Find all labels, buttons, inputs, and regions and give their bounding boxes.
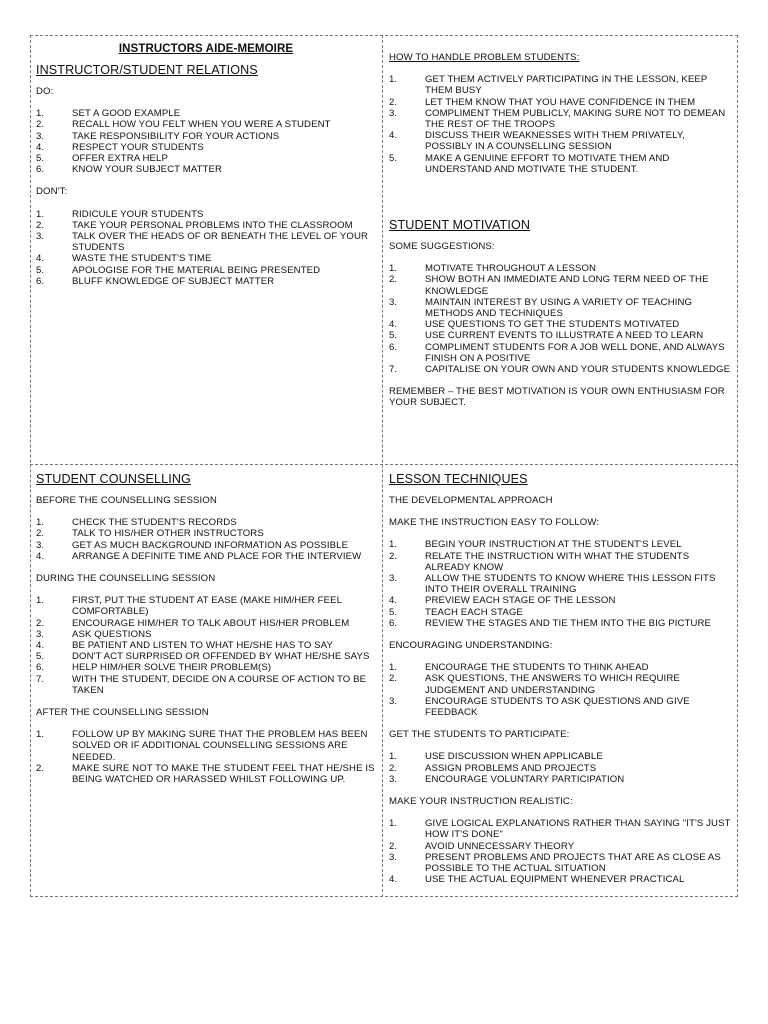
list-item-number: 2. <box>389 762 398 774</box>
list-item-number: 4. <box>36 550 45 562</box>
list-item-text: ENCOURAGE VOLUNTARY PARTICIPATION <box>425 773 625 785</box>
after-session-list <box>36 729 376 785</box>
list-item <box>389 108 731 130</box>
list-item-text: WITH THE STUDENT, DECIDE ON A COURSE OF ACTION TO BE TAKEN <box>72 673 367 696</box>
list-item-number: 1. <box>36 517 45 529</box>
list-item <box>36 662 376 673</box>
list-item-number: 3. <box>389 773 398 785</box>
list-item-text: ENCOURAGE THE STUDENTS TO THINK AHEAD <box>425 662 649 674</box>
participate-label: GET THE STUDENTS TO PARTICIPATE: <box>389 729 570 741</box>
list-item <box>389 297 731 319</box>
list-item-number: 3. <box>389 107 398 119</box>
list-item-text: BEGIN YOUR INSTRUCTION AT THE STUDENT'S LEVEL <box>425 539 682 551</box>
list-item-text: BLUFF KNOWLEDGE OF SUBJECT MATTER <box>72 275 275 287</box>
panel-lesson-techniques <box>389 472 731 896</box>
document-title: INSTRUCTORS AIDE-MEMOIRE <box>118 43 294 55</box>
list-item-number: 4. <box>389 595 398 607</box>
list-item-number: 1. <box>36 729 45 741</box>
list-item-text: GET THEM ACTIVELY PARTICIPATING IN THE LESSON, KEEP THEM BUSY <box>425 74 708 97</box>
list-item <box>389 539 731 550</box>
list-item-number: 4. <box>389 130 398 142</box>
list-item <box>389 263 731 274</box>
list-item <box>36 517 376 528</box>
easy-to-follow-list <box>389 539 731 629</box>
during-session-label: DURING THE COUNSELLING SESSION <box>36 573 216 585</box>
list-item-text: MAINTAIN INTEREST BY USING A VARIETY OF TEACHING METHODS AND TECHNIQUES <box>425 296 693 320</box>
list-item-text: RECALL HOW YOU FELT WHEN YOU WERE A STUDENT <box>72 119 331 131</box>
list-item <box>36 674 376 696</box>
list-item-number: 2. <box>36 762 45 774</box>
list-item <box>36 108 376 119</box>
list-item <box>389 595 731 606</box>
list-item <box>389 673 731 695</box>
list-item-text: MAKE A GENUINE EFFORT TO MOTIVATE THEM AND UNDERSTAND AND MOTIVATE THE STUDENT. <box>425 152 670 175</box>
techniques-heading: LESSON TECHNIQUES <box>389 472 528 486</box>
list-item-text: COMPLIMENT STUDENTS FOR A JOB WELL DONE, AND ALWAYS FINISH ON A POSITIVE <box>425 341 725 364</box>
list-item-text: SET A GOOD EXAMPLE <box>72 108 181 120</box>
list-item <box>389 696 731 718</box>
vertical-divider <box>382 35 383 897</box>
problem-students-heading: HOW TO HANDLE PROBLEM STUDENTS: <box>389 52 580 63</box>
list-item <box>36 164 376 175</box>
list-item <box>36 640 376 651</box>
realistic-label: MAKE YOUR INSTRUCTION REALISTIC: <box>389 796 573 808</box>
list-item <box>389 618 731 629</box>
list-item-number: 3. <box>389 695 398 707</box>
list-item <box>389 607 731 618</box>
list-item-text: ALLOW THE STUDENTS TO KNOW WHERE THIS LESSON FITS INTO THEIR OVERALL TRAINING <box>425 573 716 596</box>
list-item <box>36 595 376 617</box>
list-item <box>36 253 376 264</box>
dont-label: DON'T: <box>36 186 68 198</box>
motivation-heading: STUDENT MOTIVATION <box>389 218 531 233</box>
list-item <box>36 142 376 153</box>
list-item-text: USE CURRENT EVENTS TO ILLUSTRATE A NEED TO LEARN <box>425 330 704 342</box>
list-item-number: 5. <box>389 606 398 618</box>
counselling-heading: STUDENT COUNSELLING <box>36 472 191 486</box>
list-item-text: TEACH EACH STAGE <box>425 606 523 618</box>
list-item-text: PRESENT PROBLEMS AND PROJECTS THAT ARE AS CLOSE AS POSSIBLE TO THE ACTUAL SITUATION <box>425 851 721 875</box>
list-item-number: 3. <box>389 296 398 308</box>
developmental-approach: THE DEVELOPMENTAL APPROACH <box>389 495 553 506</box>
motivation-list <box>389 263 731 375</box>
list-item-number: 7. <box>36 673 45 685</box>
list-item <box>36 763 376 785</box>
list-item-number: 1. <box>389 74 398 86</box>
list-item <box>36 540 376 551</box>
list-item-text: WASTE THE STUDENT'S TIME <box>72 253 212 265</box>
list-item-number: 2. <box>36 119 45 131</box>
list-item-number: 4. <box>389 874 398 886</box>
list-item-text: REVIEW THE STAGES AND TIE THEM INTO THE BIG PICTURE <box>425 617 712 629</box>
list-item-text: TALK OVER THE HEADS OF OR BENEATH THE LEVEL OF YOUR STUDENTS <box>72 231 368 254</box>
list-item-text: DISCUSS THEIR WEAKNESSES WITH THEM PRIVATELY, POSSIBLY IN A COUNSELLING SESSION <box>425 130 685 153</box>
list-item <box>36 629 376 640</box>
list-item <box>36 209 376 220</box>
during-session-list <box>36 595 376 696</box>
list-item <box>389 74 731 96</box>
list-item-text: ENCOURAGE STUDENTS TO ASK QUESTIONS AND GIVE FEEDBACK <box>425 695 690 719</box>
list-item-number: 7. <box>389 364 398 376</box>
list-item-number: 3. <box>36 628 45 640</box>
list-item <box>389 852 731 874</box>
list-item <box>36 551 376 562</box>
list-item-number: 3. <box>36 539 45 551</box>
realistic-list <box>389 818 731 885</box>
list-item-number: 1. <box>389 662 398 674</box>
list-item-text: ENCOURAGE HIM/HER TO TALK ABOUT HIS/HER PROBLEM <box>72 617 350 629</box>
list-item <box>389 342 731 364</box>
participate-list <box>389 751 731 785</box>
list-item-number: 1. <box>389 751 398 763</box>
list-item-text: AVOID UNNECESSARY THEORY <box>425 840 575 852</box>
list-item-text: PREVIEW EACH STAGE OF THE LESSON <box>425 595 616 607</box>
list-item-number: 2. <box>389 673 398 685</box>
list-item <box>389 874 731 885</box>
horizontal-divider <box>30 464 738 465</box>
list-item-text: SHOW BOTH AN IMMEDIATE AND LONG TERM NEED OF THE KNOWLEDGE <box>425 274 709 297</box>
list-item-number: 5. <box>389 330 398 342</box>
list-item-text: ARRANGE A DEFINITE TIME AND PLACE FOR THE INTERVIEW <box>72 550 362 562</box>
list-item-text: CHECK THE STUDENT'S RECORDS <box>72 517 237 529</box>
list-item <box>389 763 731 774</box>
motivation-remember: REMEMBER – THE BEST MOTIVATION IS YOUR OWN ENTHUSIASM FOR YOUR SUBJECT. <box>389 386 725 409</box>
list-item-number: 2. <box>36 528 45 540</box>
list-item-text: MOTIVATE THROUGHOUT A LESSON <box>425 263 597 275</box>
list-item-text: TALK TO HIS/HER OTHER INSTRUCTORS <box>72 528 264 540</box>
list-item-number: 1. <box>389 818 398 830</box>
list-item-number: 5. <box>36 651 45 663</box>
list-item <box>36 265 376 276</box>
list-item-text: HELP HIM/HER SOLVE THEIR PROBLEM(S) <box>72 662 272 674</box>
list-item-text: DON'T ACT SURPRISED OR OFFENDED BY WHAT HE/SHE SAYS <box>72 651 370 663</box>
list-item-number: 6. <box>36 275 45 287</box>
list-item-number: 2. <box>389 96 398 108</box>
list-item-text: RESPECT YOUR STUDENTS <box>72 141 204 153</box>
understanding-list <box>389 662 731 718</box>
list-item-text: ASK QUESTIONS <box>72 628 152 640</box>
list-item-text: USE DISCUSSION WHEN APPLICABLE <box>425 751 603 763</box>
list-item-text: GET AS MUCH BACKGROUND INFORMATION AS POSSIBLE <box>72 539 349 551</box>
list-item-text: KNOW YOUR SUBJECT MATTER <box>72 164 223 176</box>
list-item-number: 1. <box>36 595 45 607</box>
list-item-text: ASSIGN PROBLEMS AND PROJECTS <box>425 762 597 774</box>
list-item-text: BE PATIENT AND LISTEN TO WHAT HE/SHE HAS TO SAY <box>72 640 333 652</box>
list-item-number: 3. <box>389 851 398 863</box>
list-item-text: USE THE ACTUAL EQUIPMENT WHENEVER PRACTICAL <box>425 874 685 886</box>
list-item-text: APOLOGISE FOR THE MATERIAL BEING PRESENTED <box>72 264 321 276</box>
list-item-number: 5. <box>36 264 45 276</box>
list-item <box>389 130 731 152</box>
do-list <box>36 108 376 175</box>
list-item <box>36 231 376 253</box>
list-item <box>389 274 731 296</box>
list-item <box>36 276 376 287</box>
panel-problem-and-motivation <box>389 52 731 420</box>
after-session-label: AFTER THE COUNSELLING SESSION <box>36 707 209 719</box>
list-item <box>36 153 376 164</box>
before-session-label: BEFORE THE COUNSELLING SESSION <box>36 495 217 506</box>
list-item-number: 4. <box>36 253 45 265</box>
list-item <box>36 651 376 662</box>
list-item-text: GIVE LOGICAL EXPLANATIONS RATHER THAN SAYING "IT'S JUST HOW IT'S DONE" <box>425 818 731 841</box>
list-item-text: OFFER EXTRA HELP <box>72 153 168 165</box>
easy-to-follow-label: MAKE THE INSTRUCTION EASY TO FOLLOW: <box>389 517 600 529</box>
list-item-number: 3. <box>36 231 45 243</box>
list-item-text: MAKE SURE NOT TO MAKE THE STUDENT FEEL THAT HE/SHE IS BEING WATCHED OR HARASSED WHILST FOLLOWING UP. <box>72 762 375 786</box>
list-item-number: 1. <box>36 208 45 220</box>
list-item <box>389 573 731 595</box>
list-item <box>389 774 731 785</box>
list-item-text: FIRST, PUT THE STUDENT AT EASE (MAKE HIM/HER FEEL COMFORTABLE) <box>72 595 342 618</box>
do-label: DO: <box>36 86 54 97</box>
list-item-text: LET THEM KNOW THAT YOU HAVE CONFIDENCE IN THEM <box>425 96 696 108</box>
list-item-text: ASK QUESTIONS, THE ANSWERS TO WHICH REQUIRE JUDGEMENT AND UNDERSTANDING <box>425 673 680 696</box>
list-item <box>36 119 376 130</box>
list-item-number: 2. <box>36 219 45 231</box>
list-item <box>389 662 731 673</box>
list-item <box>389 330 731 341</box>
list-item-number: 1. <box>389 539 398 551</box>
list-item <box>36 131 376 142</box>
list-item-number: 5. <box>36 153 45 165</box>
problem-students-list <box>389 74 731 175</box>
relations-heading: INSTRUCTOR/STUDENT RELATIONS <box>36 63 258 77</box>
list-item <box>389 97 731 108</box>
list-item-number: 5. <box>389 152 398 164</box>
list-item <box>389 364 731 375</box>
list-item-number: 2. <box>389 550 398 562</box>
list-item <box>36 729 376 763</box>
list-item-text: CAPITALISE ON YOUR OWN AND YOUR STUDENTS KNOWLEDGE <box>425 364 731 376</box>
list-item <box>389 751 731 762</box>
list-item-number: 6. <box>389 617 398 629</box>
list-item-number: 4. <box>389 319 398 331</box>
list-item-number: 6. <box>389 341 398 353</box>
dont-list <box>36 209 376 287</box>
list-item-number: 1. <box>36 108 45 120</box>
list-item-number: 4. <box>36 141 45 153</box>
list-item <box>389 153 731 175</box>
list-item-number: 1. <box>389 263 398 275</box>
list-item <box>36 528 376 539</box>
list-item-number: 2. <box>389 274 398 286</box>
list-item <box>389 319 731 330</box>
list-item-text: TAKE YOUR PERSONAL PROBLEMS INTO THE CLASSROOM <box>72 219 353 231</box>
list-item-number: 3. <box>36 130 45 142</box>
panel-instructor-student-relations <box>36 42 376 298</box>
list-item <box>36 220 376 231</box>
list-item-number: 3. <box>389 573 398 585</box>
list-item <box>389 841 731 852</box>
list-item-text: FOLLOW UP BY MAKING SURE THAT THE PROBLEM HAS BEEN SOLVED OR IF ADDITIONAL COUNSELLING SESSIONS ARE NEEDED. <box>72 729 368 763</box>
understanding-label: ENCOURAGING UNDERSTANDING: <box>389 640 553 652</box>
list-item-number: 2. <box>389 840 398 852</box>
list-item-text: USE QUESTIONS TO GET THE STUDENTS MOTIVATED <box>425 319 680 331</box>
list-item <box>36 618 376 629</box>
panel-student-counselling <box>36 472 376 796</box>
list-item-number: 4. <box>36 640 45 652</box>
list-item-text: COMPLIMENT THEM PUBLICLY, MAKING SURE NOT TO DEMEAN THE REST OF THE TROOPS <box>425 107 726 131</box>
list-item-text: RIDICULE YOUR STUDENTS <box>72 208 204 220</box>
list-item-text: TAKE RESPONSIBILITY FOR YOUR ACTIONS <box>72 130 280 142</box>
list-item-number: 6. <box>36 662 45 674</box>
list-item-number: 2. <box>36 617 45 629</box>
list-item-text: RELATE THE INSTRUCTION WITH WHAT THE STUDENTS ALREADY KNOW <box>425 550 690 573</box>
motivation-intro: SOME SUGGESTIONS: <box>389 241 495 253</box>
list-item <box>389 551 731 573</box>
list-item <box>389 818 731 840</box>
list-item-number: 6. <box>36 164 45 176</box>
before-session-list <box>36 517 376 562</box>
